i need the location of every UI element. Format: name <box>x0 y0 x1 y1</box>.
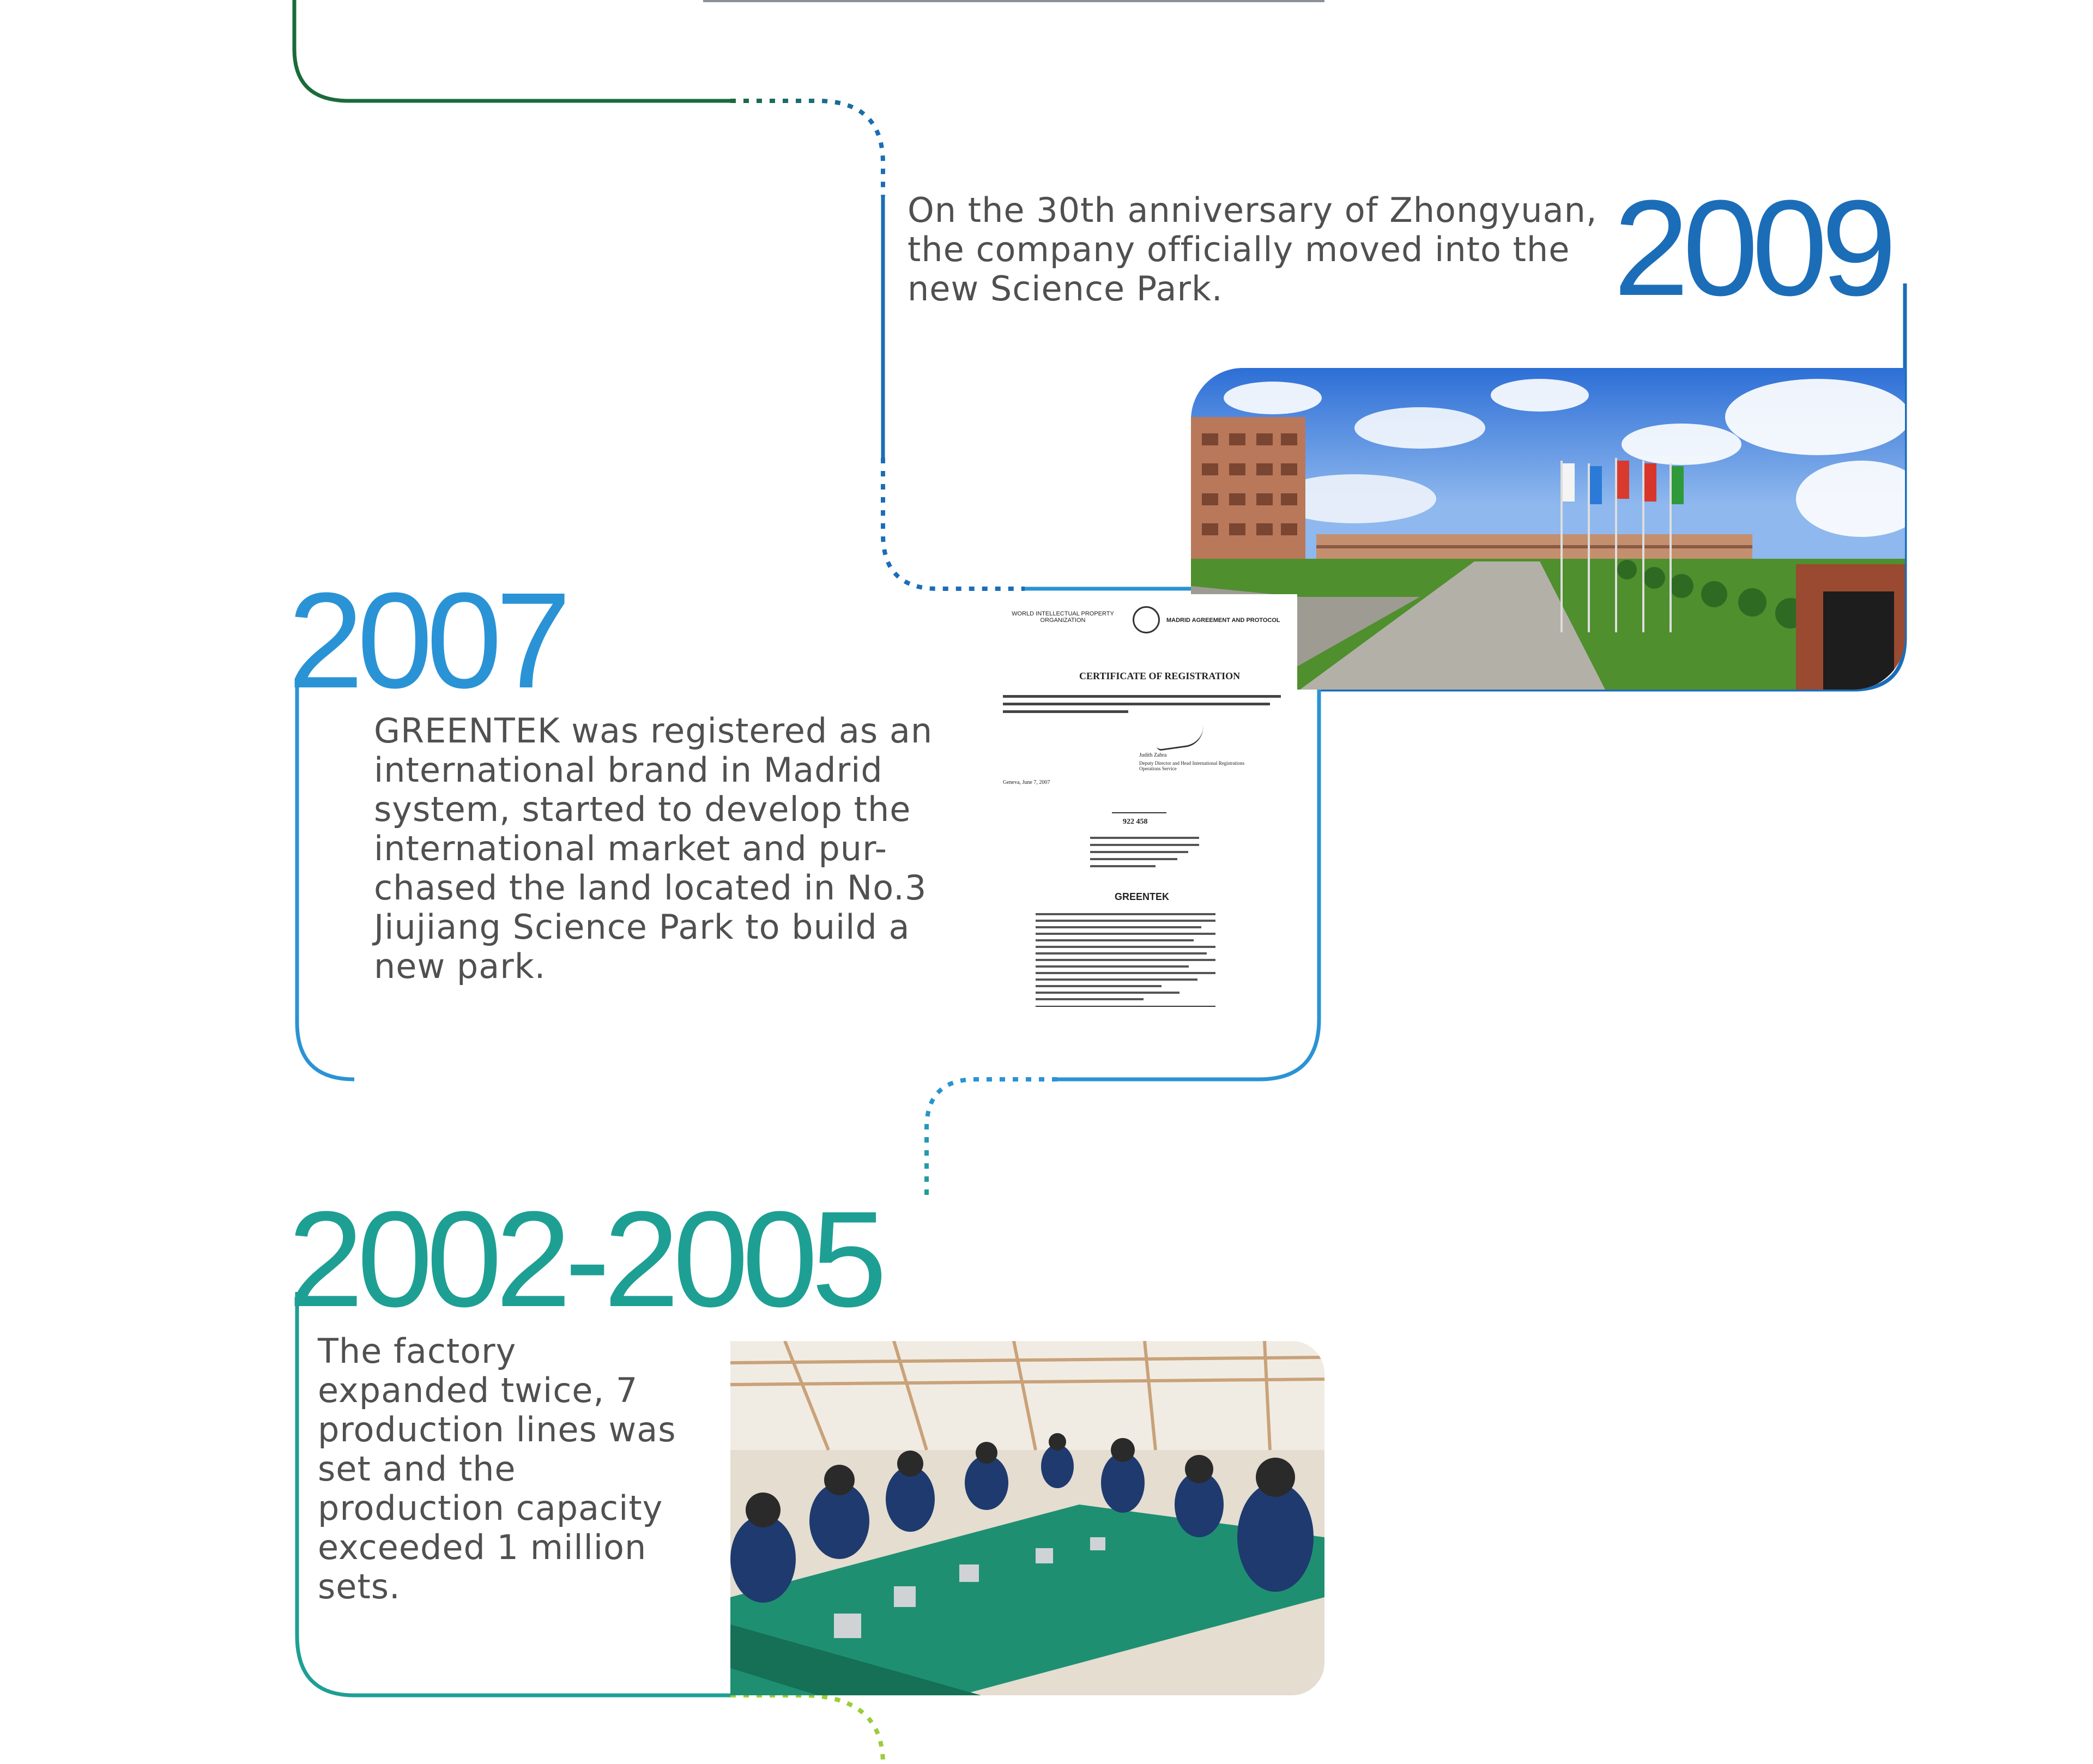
certificate-body-block <box>1003 695 1281 713</box>
certificate-brand: GREENTEK <box>1115 891 1170 902</box>
certificate-divider <box>1112 812 1166 813</box>
certificate-address-block <box>1090 837 1199 867</box>
wipo-seal-icon <box>1133 606 1160 633</box>
production-line-photo <box>730 1341 1324 1695</box>
certificate-header-right: MADRID AGREEMENT AND PROTOCOL <box>1166 617 1280 624</box>
frame-2007 <box>297 679 354 1079</box>
certificate-signatory: Judith Zahra <box>1139 752 1167 758</box>
connector-top-dotted <box>730 101 883 196</box>
certificate-place-date: Geneva, June 7, 2007 <box>1003 780 1050 786</box>
description-2009: On the 30th anniversary of Zhongyuan, the company officially moved into the new Science Park. <box>908 190 1598 309</box>
registration-certificate <box>992 594 1297 1052</box>
science-park-photo <box>1191 368 1905 690</box>
certificate-org: WORLD INTELLECTUAL PROPERTY ORGANIZATION <box>1012 611 1114 624</box>
year-2007: 2007 <box>288 564 565 716</box>
connector-bottom-dotted <box>730 1695 883 1764</box>
connector-mid-dotted <box>927 1079 1057 1199</box>
year-2009: 2009 <box>1613 172 1891 324</box>
description-2002-2005: The factory expanded twice, 7 production lines was set and the production capacity exceeded 1 million sets. <box>318 1331 676 1606</box>
description-2007: GREENTEK was registered as an international brand in Madrid system, started to develop the international market and pur-chased the land located in No.3 Jiujiang Science Park to build a new park. <box>374 711 933 986</box>
signature-mark <box>1154 724 1206 751</box>
certificate-reg-number: 922 458 <box>1123 818 1148 826</box>
year-2002-2005: 2002-2005 <box>288 1183 881 1335</box>
certificate-title: CERTIFICATE OF REGISTRATION <box>1079 670 1241 681</box>
certificate-signatory-title: Deputy Director and Head International Registrations Operations Service <box>1139 760 1245 771</box>
certificate-details-block <box>1036 913 1215 1007</box>
connector-top-solid <box>294 0 730 101</box>
previous-image-edge <box>703 0 1324 2</box>
frame-2009-dotted-low <box>883 458 1025 589</box>
